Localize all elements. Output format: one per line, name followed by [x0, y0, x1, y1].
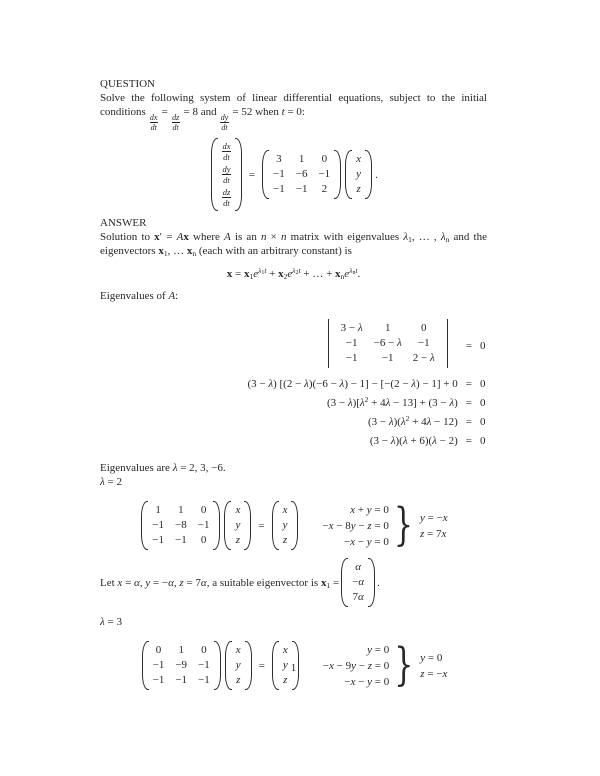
- lambda2-system-equation: [100, 498, 487, 551]
- derivation-step: (3 − λ) [(2 − λ)(−6 − λ) − 1] − [−(2 − λ) − 1] + 0: [247, 378, 458, 390]
- lambda2-matrix: [141, 501, 220, 550]
- fraction-denominator: dt: [221, 123, 228, 132]
- matrix-cell: −1: [175, 674, 188, 686]
- derivation-step: $(3 - \lambda)(\lambda^2 + 4\lambda - 12)$: [367, 414, 458, 428]
- vector-cell: y: [282, 519, 288, 531]
- vector-cell: 7α: [352, 591, 364, 603]
- lambda2-solution: [420, 510, 448, 542]
- general-solution-equation: [100, 267, 487, 281]
- lambda3-label: λ = 3: [100, 616, 122, 628]
- sentence-period: .: [377, 576, 380, 589]
- eigenvalues-result: Eigenvalues are λ = 2, 3, −6.: [100, 462, 226, 474]
- vector-cell: −α: [352, 576, 365, 588]
- fraction-numerator: dx: [222, 141, 231, 151]
- right-paren: [368, 558, 375, 607]
- matrix-cell: −1: [152, 534, 165, 546]
- fraction-denominator: dt: [172, 123, 179, 132]
- vector-cell: z: [282, 534, 288, 546]
- fraction-denominator: dt: [223, 175, 230, 185]
- vector-cell: x: [356, 153, 362, 165]
- fraction-numerator: dy: [220, 113, 229, 122]
- matrix-cell: 0: [155, 644, 162, 656]
- solution-line: y = 0: [420, 651, 443, 664]
- vector-cell: y: [235, 659, 241, 671]
- answer-heading: ANSWER: [100, 217, 147, 229]
- equals-sign: =: [465, 340, 472, 352]
- matrix-cell: −1: [273, 168, 285, 180]
- determinant-bar: [447, 319, 448, 368]
- eigenvector1-text: Let x = α, y = −α, z = 7α, a suitable eigenvector is $x_1$ =: [100, 576, 340, 590]
- equals-sign: =: [465, 378, 472, 390]
- matrix-cell: 0: [201, 644, 207, 656]
- matrix-cell: 1: [155, 504, 161, 516]
- question-intro-text-2: =: [158, 106, 171, 118]
- page-number: 1: [290, 662, 297, 674]
- matrix-cell: −1: [152, 674, 165, 686]
- question-intro: [100, 91, 487, 132]
- vector-cell: y: [235, 519, 241, 531]
- question-intro-text-4: = 52 when t = 0:: [229, 106, 305, 118]
- vector-cell: x: [282, 644, 288, 656]
- matrix-cell: −1: [295, 183, 308, 195]
- system-equation: −x − 9y − z = 0: [322, 659, 390, 672]
- question-intro-text-3: = 8 and: [180, 106, 220, 118]
- determinant-cell: 0: [421, 322, 427, 334]
- solution-line: z = 7x: [419, 527, 447, 540]
- equation-rhs: 0: [480, 416, 486, 428]
- right-paren: [244, 501, 251, 550]
- matrix-cell: −1: [152, 519, 165, 531]
- right-paren: [334, 150, 341, 199]
- eigenvalue-derivation: [100, 319, 487, 449]
- fraction-dy-dt: [220, 113, 228, 132]
- fraction-denominator: dt: [223, 198, 230, 208]
- matrix-cell: −9: [175, 659, 188, 671]
- vector-cell: z: [283, 674, 288, 686]
- question-intro-text-1: Solve the following system of linear differential equations, subject to the initial conditions: [100, 92, 487, 118]
- left-paren: [341, 558, 348, 607]
- matrix-cell: 0: [200, 534, 207, 546]
- left-paren: [262, 150, 269, 199]
- fraction-denominator: dt: [223, 152, 230, 162]
- lambda2-equation-system: [322, 502, 388, 550]
- right-brace: }: [393, 498, 413, 551]
- determinant-cell: −1: [345, 337, 358, 349]
- right-paren: [235, 138, 242, 211]
- general-solution-text: $x = x_1e^{\lambda_1t} + x_2e^{\lambda_2t}$ + … + $x_ne^{\lambda_nt}$.: [226, 266, 361, 281]
- matrix-cell: 1: [178, 644, 184, 656]
- vector-cell: x: [282, 504, 288, 516]
- vector-cell: x: [235, 644, 241, 656]
- derivation-step: (3 − λ)(λ + 6)(λ − 2): [369, 435, 458, 447]
- equals-sign: =: [465, 435, 472, 447]
- matrix-cell: 1: [298, 153, 305, 165]
- vector-cell: z: [356, 183, 361, 195]
- determinant-bar: [328, 319, 329, 368]
- matrix-cell: −1: [198, 674, 210, 686]
- matrix-cell: 0: [321, 153, 328, 165]
- matrix-cell: −1: [175, 534, 187, 546]
- equals-sign: =: [465, 397, 472, 409]
- left-paren: [345, 150, 352, 199]
- fraction-numerator: dz: [222, 187, 231, 197]
- vector-cell: x: [235, 504, 241, 516]
- xyz-vector: [224, 501, 251, 550]
- derivation-step: $(3 - \lambda)[\lambda^2 + 4\lambda - 13] + (3 - \lambda)$: [326, 395, 458, 409]
- matrix-cell: 3: [276, 153, 282, 165]
- question-heading: QUESTION: [100, 78, 155, 90]
- system-equation: x + y = 0: [350, 503, 389, 516]
- fraction-denominator: dt: [150, 123, 157, 132]
- characteristic-determinant: [318, 319, 458, 373]
- determinant-cell: 3 − λ: [340, 322, 363, 334]
- system-equation: −x − 8y − z = 0: [322, 519, 389, 532]
- fraction-dy-dt: [222, 164, 231, 185]
- vector-cell: y: [282, 659, 288, 671]
- fraction-dz-dt: [222, 187, 231, 208]
- fraction-dx-dt: [222, 141, 231, 162]
- left-paren: [272, 501, 279, 550]
- left-paren: [224, 501, 231, 550]
- equals-sign: =: [248, 168, 256, 181]
- system-equation: −x − y = 0: [343, 535, 389, 548]
- matrix-cell: −1: [152, 659, 165, 671]
- xyz-vector: [345, 150, 372, 199]
- right-paren: [291, 501, 298, 550]
- matrix-cell: −8: [175, 519, 187, 531]
- fraction-dx-dt: [150, 113, 158, 132]
- eigenvector1-vector: [341, 558, 375, 607]
- left-paren: [141, 501, 148, 550]
- solution-line: y = −x: [419, 511, 448, 524]
- left-paren: [211, 138, 218, 211]
- determinant-cell: 2 − λ: [412, 352, 435, 364]
- matrix-cell: −1: [273, 183, 285, 195]
- equation-rhs: 0: [480, 397, 486, 409]
- fraction-numerator: dz: [172, 113, 180, 122]
- equation-rhs: 0: [480, 435, 486, 447]
- determinant-cell: −1: [345, 352, 358, 364]
- vector-cell: y: [356, 168, 362, 180]
- matrix-cell: 0: [200, 504, 207, 516]
- coefficient-matrix: [262, 150, 341, 199]
- vector-cell: α: [355, 561, 362, 573]
- xyz-vector: [272, 501, 299, 550]
- right-paren: [365, 150, 372, 199]
- determinant-cell: −1: [417, 337, 430, 349]
- eigenvalues-label: Eigenvalues of A:: [100, 290, 179, 302]
- fraction-dz-dt: [172, 113, 180, 132]
- lambda2-label: λ = 2: [100, 476, 122, 488]
- system-equation: y = 0: [367, 643, 390, 656]
- matrix-cell: 1: [178, 504, 184, 516]
- answer-intro: Solution to x′ = Ax where A is an n × n matrix with eigenvalues $\lambda_1$, … , $\lambda_n$ and the eigenvectors $x_1$, … $x_n$ (each with an arbitrary constant) is: [100, 231, 487, 258]
- vector-cell: z: [236, 674, 241, 686]
- equals-sign: =: [258, 519, 265, 532]
- matrix-cell: −6: [295, 168, 308, 180]
- matrix-cell: 2: [321, 183, 328, 195]
- matrix-cell: −1: [318, 168, 331, 180]
- right-brace: }: [394, 638, 414, 691]
- equation-period: .: [375, 168, 378, 181]
- determinant-cell: −1: [381, 352, 394, 364]
- determinant-cell: −6 − λ: [373, 337, 402, 349]
- equation-rhs: 0: [480, 378, 486, 390]
- vector-cell: z: [235, 534, 241, 546]
- fraction-numerator: dy: [222, 164, 231, 174]
- solution-line: z = −x: [420, 667, 448, 680]
- matrix-cell: −1: [197, 519, 210, 531]
- equals-sign: =: [258, 659, 265, 672]
- system-equation: −x − y = 0: [344, 675, 390, 688]
- question-system-equation: [100, 138, 487, 211]
- determinant-cell: 1: [384, 322, 391, 334]
- matrix-cell: −1: [198, 659, 210, 671]
- equals-sign: =: [465, 416, 472, 428]
- right-paren: [213, 501, 220, 550]
- equation-rhs: 0: [480, 340, 486, 352]
- fraction-numerator: dx: [149, 113, 158, 122]
- derivative-vector: [211, 138, 242, 211]
- eigenvector1-line: [100, 558, 487, 607]
